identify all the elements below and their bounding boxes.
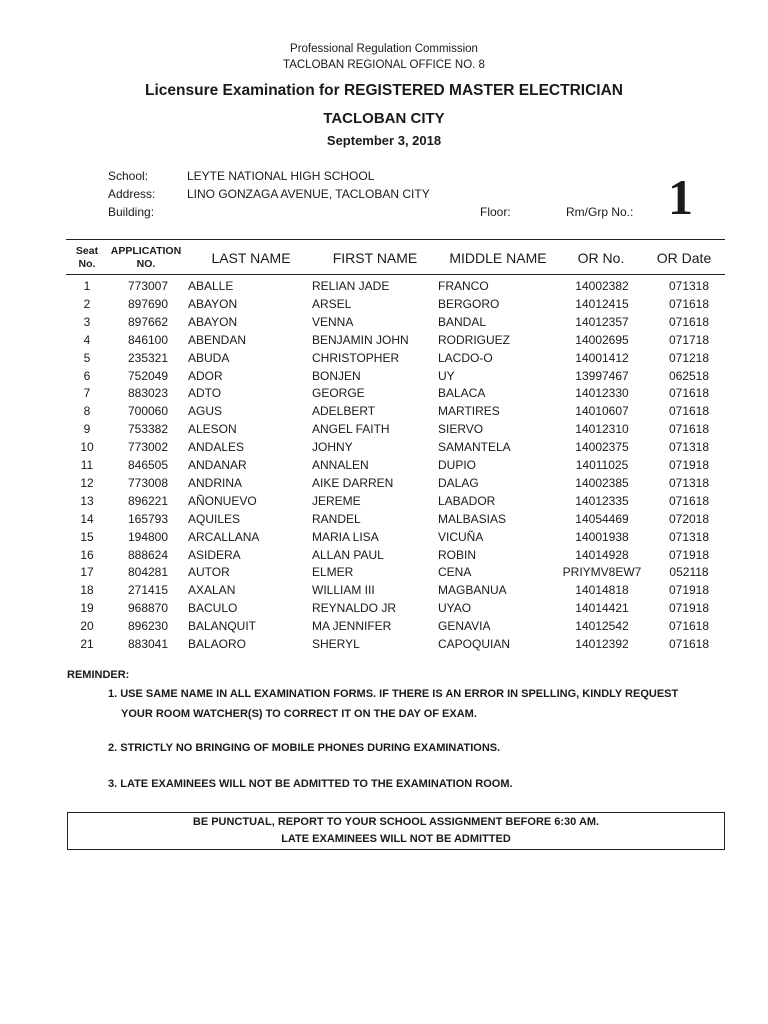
application-no-cell: 773002	[127, 440, 169, 455]
seat-cell: 15	[80, 529, 94, 544]
seat-cell: 16	[80, 547, 94, 562]
middle-name-cell: VICUÑA	[438, 529, 484, 544]
or-date-cell: 071218	[668, 350, 710, 365]
middle-name-cell: MALBASIAS	[438, 511, 507, 526]
application-no-cell: 271415	[127, 583, 169, 598]
col-header-or-date: OR Date	[656, 250, 712, 266]
last-name-cell: AÑONUEVO	[188, 493, 257, 508]
first-name-cell: CHRISTOPHER	[312, 350, 400, 365]
seat-cell: 9	[83, 422, 91, 437]
first-name-cell: ALLAN PAUL	[312, 547, 384, 562]
middle-name-cell: SIERVO	[438, 422, 484, 437]
last-name-cell: ABALLE	[188, 279, 234, 293]
middle-name-cell: CENA	[438, 565, 472, 580]
col-header-application: APPLICATION NO.	[110, 245, 182, 270]
last-name-cell: ARCALLANA	[188, 529, 260, 544]
seat-cell: 14	[80, 511, 94, 526]
or-date-cell: 062518	[668, 368, 710, 383]
table-row	[66, 277, 725, 295]
application-no-cell: 846100	[127, 332, 169, 347]
first-name-cell: ANNALEN	[312, 458, 369, 472]
last-name-cell: ABAYON	[188, 314, 238, 329]
or-no-cell: 14002382	[575, 279, 629, 293]
table-row	[66, 599, 725, 617]
seat-cell: 10	[80, 440, 94, 455]
or-no-cell: 14011025	[575, 458, 629, 472]
application-no-cell: 804281	[127, 565, 169, 580]
or-date-cell: 071618	[668, 404, 710, 419]
seat-cell: 13	[80, 493, 94, 508]
table-row	[66, 313, 725, 331]
or-date-cell: 071618	[668, 619, 710, 634]
city-title: TACLOBAN CITY	[323, 110, 445, 127]
middle-name-cell: ROBIN	[438, 547, 477, 562]
reminder-item-1-cont: YOUR ROOM WATCHER(S) TO CORRECT IT ON THE DAY OF EXAM.	[121, 708, 477, 720]
last-name-cell: ABUDA	[188, 350, 230, 365]
application-no-cell: 896230	[127, 619, 169, 634]
middle-name-cell: CAPOQUIAN	[438, 637, 511, 651]
or-no-cell: 14014421	[575, 601, 629, 616]
or-no-cell: 14012415	[575, 296, 629, 311]
or-no-cell: 14012392	[575, 637, 629, 651]
first-name-cell: RANDEL	[312, 511, 361, 526]
seat-cell: 1	[83, 279, 91, 293]
table-row	[66, 456, 725, 474]
reminder-item-2: 2. STRICTLY NO BRINGING OF MOBILE PHONES DURING EXAMINATIONS.	[108, 742, 501, 754]
or-date-cell: 071318	[668, 475, 710, 490]
notice-line-1: BE PUNCTUAL, REPORT TO YOUR SCHOOL ASSIGNMENT BEFORE 6:30 AM.	[192, 816, 600, 828]
or-no-cell: 14012542	[575, 619, 629, 634]
or-no-cell: 14012310	[575, 422, 629, 437]
last-name-cell: ANDRINA	[188, 475, 243, 490]
table-row	[66, 635, 725, 653]
application-no-cell: 897690	[127, 296, 169, 311]
or-date-cell: 071618	[668, 493, 710, 508]
school-value: LEYTE NATIONAL HIGH SCHOOL	[187, 169, 375, 183]
school-label: School:	[108, 169, 149, 183]
last-name-cell: ADOR	[188, 368, 223, 383]
or-no-cell: PRIYMV8EW7	[562, 565, 642, 580]
or-no-cell: 13997467	[575, 368, 629, 383]
notice-line-2: LATE EXAMINEES WILL NOT BE ADMITTED	[281, 833, 511, 845]
reminder-item-3: 3. LATE EXAMINEES WILL NOT BE ADMITTED TO THE EXAMINATION ROOM.	[108, 778, 513, 790]
middle-name-cell: RODRIGUEZ	[438, 332, 510, 347]
middle-name-cell: UY	[438, 368, 455, 383]
org-name: Professional Regulation Commission	[290, 43, 478, 55]
col-header-last-name: LAST NAME	[211, 250, 291, 266]
last-name-cell: ABAYON	[188, 296, 238, 311]
first-name-cell: RELIAN JADE	[312, 279, 390, 293]
or-date-cell: 071918	[668, 601, 710, 616]
last-name-cell: ALESON	[188, 422, 237, 437]
application-no-cell: 194800	[127, 529, 169, 544]
last-name-cell: ADTO	[188, 386, 222, 401]
table-row	[66, 438, 725, 456]
application-no-cell: 883041	[127, 637, 169, 651]
table-row	[66, 581, 725, 599]
first-name-cell: MA JENNIFER	[312, 619, 392, 634]
first-name-cell: ANGEL FAITH	[312, 422, 390, 437]
or-no-cell: 14012330	[575, 386, 629, 401]
table-row	[66, 492, 725, 510]
table-row	[66, 563, 725, 581]
middle-name-cell: LABADOR	[438, 493, 496, 508]
first-name-cell: BONJEN	[312, 368, 361, 383]
application-no-cell: 773007	[127, 279, 169, 293]
or-date-cell: 071718	[668, 332, 710, 347]
table-header-rule	[66, 274, 725, 275]
or-no-cell: 14001938	[575, 529, 629, 544]
middle-name-cell: DALAG	[438, 475, 479, 490]
first-name-cell: SHERYL	[312, 637, 360, 651]
middle-name-cell: BERGORO	[438, 296, 500, 311]
room-number: 1	[668, 169, 693, 225]
application-no-cell: 883023	[127, 386, 169, 401]
table-row	[66, 402, 725, 420]
or-date-cell: 071618	[668, 637, 710, 651]
table-top-rule	[66, 239, 725, 240]
middle-name-cell: FRANCO	[438, 279, 489, 293]
seat-cell: 20	[80, 619, 94, 634]
exam-title: Licensure Examination for REGISTERED MASTER ELECTRICIAN	[145, 82, 623, 99]
first-name-cell: AIKE DARREN	[312, 475, 394, 490]
first-name-cell: BENJAMIN JOHN	[312, 332, 409, 347]
floor-label: Floor:	[480, 205, 511, 219]
middle-name-cell: DUPIO	[438, 458, 477, 472]
middle-name-cell: BANDAL	[438, 314, 487, 329]
seat-cell: 5	[83, 350, 91, 365]
first-name-cell: GEORGE	[312, 386, 365, 401]
first-name-cell: REYNALDO JR	[312, 601, 397, 616]
col-header-middle-name: MIDDLE NAME	[449, 250, 547, 266]
application-no-cell: 235321	[127, 350, 169, 365]
or-date-cell: 052118	[669, 565, 709, 580]
exam-date: September 3, 2018	[326, 133, 442, 148]
seat-cell: 3	[83, 314, 91, 329]
or-no-cell: 14002695	[575, 332, 629, 347]
first-name-cell: MARIA LISA	[312, 529, 379, 544]
last-name-cell: BALAORO	[188, 637, 247, 651]
notice-box	[67, 812, 725, 850]
address-value: LINO GONZAGA AVENUE, TACLOBAN CITY	[187, 187, 430, 201]
or-date-cell: 071918	[668, 547, 710, 562]
seat-cell: 7	[83, 386, 91, 401]
or-no-cell: 14002375	[575, 440, 629, 455]
first-name-cell: ADELBERT	[312, 404, 376, 419]
col-header-or-no: OR No.	[577, 250, 625, 266]
middle-name-cell: UYAO	[438, 601, 472, 616]
seat-cell: 19	[80, 601, 94, 616]
or-date-cell: 071618	[668, 296, 710, 311]
middle-name-cell: LACDO-O	[438, 350, 493, 365]
application-no-cell: 773008	[127, 475, 169, 490]
table-row	[66, 384, 725, 402]
last-name-cell: ANDALES	[188, 440, 245, 455]
last-name-cell: BACULO	[188, 601, 238, 616]
seat-cell: 12	[80, 475, 94, 490]
or-date-cell: 072018	[668, 511, 710, 526]
or-no-cell: 14012357	[575, 314, 629, 329]
middle-name-cell: BALACA	[438, 386, 486, 401]
or-date-cell: 071618	[668, 314, 710, 329]
table-row	[66, 474, 725, 492]
last-name-cell: AGUS	[188, 404, 223, 419]
application-no-cell: 896221	[127, 493, 169, 508]
application-no-cell: 700060	[127, 404, 169, 419]
application-no-cell: 846505	[127, 458, 169, 472]
table-row	[66, 617, 725, 635]
or-date-cell: 071918	[668, 458, 710, 472]
or-no-cell: 14001412	[575, 350, 629, 365]
or-no-cell: 14002385	[575, 475, 629, 490]
last-name-cell: ASIDERA	[188, 547, 241, 562]
table-row	[66, 331, 725, 349]
last-name-cell: ABENDAN	[188, 332, 247, 347]
table-row	[66, 510, 725, 528]
application-no-cell: 897662	[127, 314, 169, 329]
or-date-cell: 071918	[668, 583, 710, 598]
or-date-cell: 071318	[668, 279, 710, 293]
seat-cell: 4	[83, 332, 91, 347]
or-date-cell: 071318	[668, 529, 710, 544]
or-no-cell: 14054469	[575, 511, 629, 526]
application-no-cell: 968870	[127, 601, 169, 616]
seat-cell: 18	[80, 583, 94, 598]
last-name-cell: AUTOR	[188, 565, 230, 580]
seat-cell: 8	[83, 404, 91, 419]
or-date-cell: 071618	[668, 386, 710, 401]
last-name-cell: ANDANAR	[188, 458, 247, 472]
first-name-cell: VENNA	[312, 314, 354, 329]
application-no-cell: 165793	[127, 511, 169, 526]
seat-cell: 11	[80, 458, 94, 472]
col-header-first-name: FIRST NAME	[332, 250, 418, 266]
middle-name-cell: GENAVIA	[438, 619, 491, 634]
first-name-cell: JEREME	[312, 493, 361, 508]
first-name-cell: ELMER	[312, 565, 354, 580]
reminder-label: REMINDER:	[67, 669, 130, 681]
application-no-cell: 752049	[127, 368, 169, 383]
address-label: Address:	[108, 187, 156, 201]
building-label: Building:	[108, 205, 155, 219]
or-no-cell: 14012335	[575, 493, 629, 508]
seat-cell: 6	[83, 368, 91, 383]
table-row	[66, 367, 725, 385]
application-no-cell: 888624	[127, 547, 169, 562]
table-row	[66, 546, 725, 564]
table-row	[66, 420, 725, 438]
office-name: TACLOBAN REGIONAL OFFICE NO. 8	[283, 59, 485, 71]
seat-cell: 21	[80, 637, 94, 651]
middle-name-cell: MARTIRES	[438, 404, 500, 419]
table-row	[66, 349, 725, 367]
seat-cell: 2	[83, 296, 91, 311]
application-no-cell: 753382	[127, 422, 169, 437]
or-date-cell: 071318	[668, 440, 710, 455]
col-header-seat: Seat No.	[75, 245, 99, 270]
room-label: Rm/Grp No.:	[566, 205, 634, 219]
first-name-cell: WILLIAM III	[312, 583, 375, 598]
or-no-cell: 14010607	[575, 404, 629, 419]
first-name-cell: JOHNY	[312, 440, 353, 455]
table-row	[66, 295, 725, 313]
or-no-cell: 14014818	[575, 583, 629, 598]
or-date-cell: 071618	[668, 422, 710, 437]
reminder-item-1: 1. USE SAME NAME IN ALL EXAMINATION FORMS. IF THERE IS AN ERROR IN SPELLING, KINDLY REQUEST	[108, 688, 679, 700]
last-name-cell: AXALAN	[188, 583, 236, 598]
last-name-cell: AQUILES	[188, 511, 241, 526]
first-name-cell: ARSEL	[312, 296, 352, 311]
middle-name-cell: MAGBANUA	[438, 583, 507, 598]
middle-name-cell: SAMANTELA	[438, 440, 511, 455]
table-row	[66, 528, 725, 546]
last-name-cell: BALANQUIT	[188, 619, 257, 634]
seat-cell: 17	[80, 565, 94, 580]
or-no-cell: 14014928	[575, 547, 629, 562]
